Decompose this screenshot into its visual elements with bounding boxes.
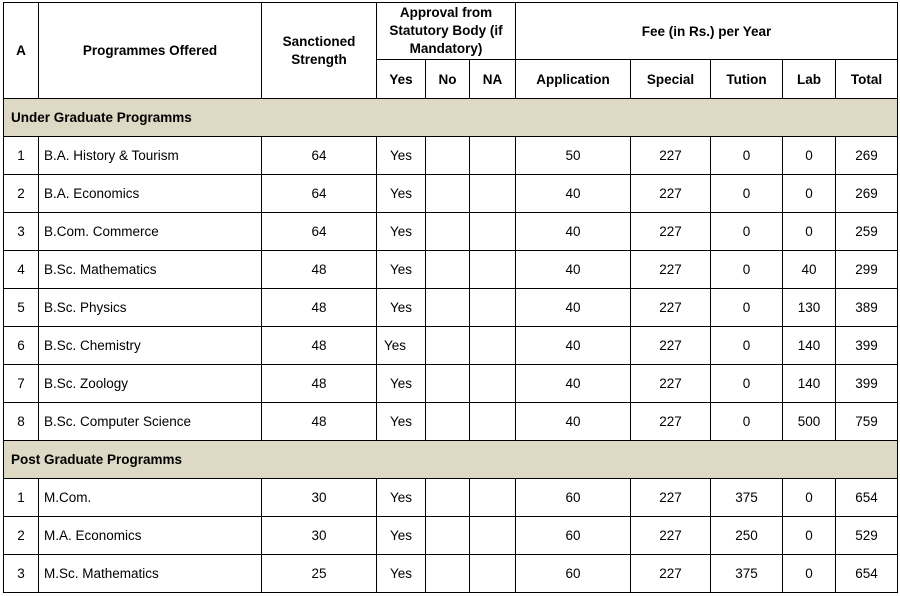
fee-tution: 250: [711, 517, 783, 555]
fee-lab: 140: [783, 365, 836, 403]
programme-name: B.Sc. Computer Science: [39, 403, 262, 441]
fee-total: 269: [836, 137, 898, 175]
section-title: Under Graduate Programms: [4, 99, 898, 137]
row-number: 1: [4, 137, 39, 175]
fee-lab: 0: [783, 137, 836, 175]
fee-special: 227: [631, 403, 711, 441]
fee-total: 654: [836, 555, 898, 593]
fee-application: 60: [516, 517, 631, 555]
row-number: 3: [4, 213, 39, 251]
approval-yes: Yes: [377, 327, 426, 365]
table-row: [4, 365, 898, 403]
fee-lab: 40: [783, 251, 836, 289]
fee-special: 227: [631, 289, 711, 327]
row-number: 6: [4, 327, 39, 365]
header-no: No: [426, 60, 470, 99]
fee-special: 227: [631, 365, 711, 403]
row-number: 4: [4, 251, 39, 289]
approval-yes: Yes: [377, 403, 426, 441]
table-row: [4, 479, 898, 517]
table-row: [4, 175, 898, 213]
approval-yes: Yes: [377, 365, 426, 403]
programmes-table: [3, 2, 898, 593]
fee-tution: 0: [711, 289, 783, 327]
approval-no: [426, 213, 470, 251]
approval-na: [470, 517, 516, 555]
sanctioned-strength: 48: [262, 289, 377, 327]
table-row: [4, 251, 898, 289]
section-title: Post Graduate Programms: [4, 441, 898, 479]
table-row: [4, 555, 898, 593]
fee-total: 299: [836, 251, 898, 289]
header-approval: Approval from Statutory Body (if Mandatory): [377, 3, 516, 60]
approval-no: [426, 251, 470, 289]
approval-no: [426, 137, 470, 175]
fee-tution: 375: [711, 555, 783, 593]
fee-special: 227: [631, 175, 711, 213]
programme-name: M.Com.: [39, 479, 262, 517]
programme-name: B.Sc. Mathematics: [39, 251, 262, 289]
sanctioned-strength: 48: [262, 403, 377, 441]
fee-lab: 140: [783, 327, 836, 365]
sanctioned-strength: 48: [262, 365, 377, 403]
sanctioned-strength: 64: [262, 137, 377, 175]
header-yes: Yes: [377, 60, 426, 99]
approval-yes: Yes: [377, 479, 426, 517]
row-number: 1: [4, 479, 39, 517]
header-row-top: [4, 3, 898, 60]
fee-tution: 0: [711, 137, 783, 175]
fee-lab: 0: [783, 555, 836, 593]
fee-application: 40: [516, 175, 631, 213]
header-fee: Fee (in Rs.) per Year: [516, 3, 898, 60]
table-row: [4, 213, 898, 251]
fee-lab: 0: [783, 517, 836, 555]
approval-na: [470, 365, 516, 403]
fee-application: 40: [516, 289, 631, 327]
fee-application: 60: [516, 555, 631, 593]
sanctioned-strength: 48: [262, 327, 377, 365]
programme-name: B.A. History & Tourism: [39, 137, 262, 175]
approval-na: [470, 555, 516, 593]
programme-name: B.A. Economics: [39, 175, 262, 213]
table-row: [4, 137, 898, 175]
header-a: A: [4, 3, 39, 99]
fee-application: 40: [516, 327, 631, 365]
approval-yes: Yes: [377, 251, 426, 289]
fee-special: 227: [631, 555, 711, 593]
sanctioned-strength: 64: [262, 213, 377, 251]
fee-special: 227: [631, 327, 711, 365]
approval-yes: Yes: [377, 517, 426, 555]
approval-na: [470, 403, 516, 441]
fee-total: 399: [836, 327, 898, 365]
fee-lab: 500: [783, 403, 836, 441]
fee-tution: 0: [711, 327, 783, 365]
header-application: Application: [516, 60, 631, 99]
approval-yes: Yes: [377, 175, 426, 213]
approval-yes: Yes: [377, 289, 426, 327]
programme-name: M.Sc. Mathematics: [39, 555, 262, 593]
approval-no: [426, 365, 470, 403]
programme-name: B.Sc. Zoology: [39, 365, 262, 403]
section-row: [4, 99, 898, 137]
programme-name: B.Sc. Physics: [39, 289, 262, 327]
table-row: [4, 517, 898, 555]
header-sanctioned-strength: Sanctioned Strength: [262, 3, 377, 99]
row-number: 2: [4, 517, 39, 555]
approval-no: [426, 327, 470, 365]
fee-total: 759: [836, 403, 898, 441]
table-row: [4, 327, 898, 365]
fee-lab: 0: [783, 479, 836, 517]
fee-lab: 0: [783, 213, 836, 251]
approval-na: [470, 479, 516, 517]
sanctioned-strength: 64: [262, 175, 377, 213]
approval-no: [426, 403, 470, 441]
section-row: [4, 441, 898, 479]
approval-na: [470, 137, 516, 175]
header-total: Total: [836, 60, 898, 99]
fee-application: 40: [516, 213, 631, 251]
approval-yes: Yes: [377, 137, 426, 175]
header-tution: Tution: [711, 60, 783, 99]
header-na: NA: [470, 60, 516, 99]
fee-tution: 0: [711, 251, 783, 289]
fee-special: 227: [631, 479, 711, 517]
fee-application: 40: [516, 403, 631, 441]
fee-tution: 0: [711, 213, 783, 251]
header-special: Special: [631, 60, 711, 99]
sanctioned-strength: 30: [262, 479, 377, 517]
fee-application: 40: [516, 251, 631, 289]
fee-total: 269: [836, 175, 898, 213]
approval-no: [426, 555, 470, 593]
fee-total: 654: [836, 479, 898, 517]
row-number: 5: [4, 289, 39, 327]
approval-na: [470, 251, 516, 289]
approval-na: [470, 327, 516, 365]
fee-tution: 0: [711, 403, 783, 441]
programme-name: B.Sc. Chemistry: [39, 327, 262, 365]
fee-special: 227: [631, 137, 711, 175]
fee-tution: 0: [711, 175, 783, 213]
row-number: 7: [4, 365, 39, 403]
header-programmes: Programmes Offered: [39, 3, 262, 99]
approval-no: [426, 517, 470, 555]
fee-application: 50: [516, 137, 631, 175]
fee-total: 399: [836, 365, 898, 403]
fee-special: 227: [631, 213, 711, 251]
fee-lab: 130: [783, 289, 836, 327]
table-body: [4, 99, 898, 593]
row-number: 2: [4, 175, 39, 213]
fee-total: 389: [836, 289, 898, 327]
approval-na: [470, 175, 516, 213]
sanctioned-strength: 30: [262, 517, 377, 555]
fee-special: 227: [631, 251, 711, 289]
fee-tution: 0: [711, 365, 783, 403]
approval-na: [470, 213, 516, 251]
fee-lab: 0: [783, 175, 836, 213]
approval-yes: Yes: [377, 213, 426, 251]
fee-special: 227: [631, 517, 711, 555]
header-lab: Lab: [783, 60, 836, 99]
fee-tution: 375: [711, 479, 783, 517]
approval-no: [426, 175, 470, 213]
fee-total: 259: [836, 213, 898, 251]
table-row: [4, 289, 898, 327]
sanctioned-strength: 48: [262, 251, 377, 289]
approval-na: [470, 289, 516, 327]
fee-application: 40: [516, 365, 631, 403]
row-number: 3: [4, 555, 39, 593]
fee-total: 529: [836, 517, 898, 555]
sanctioned-strength: 25: [262, 555, 377, 593]
approval-no: [426, 289, 470, 327]
approval-no: [426, 479, 470, 517]
programme-name: B.Com. Commerce: [39, 213, 262, 251]
row-number: 8: [4, 403, 39, 441]
approval-yes: Yes: [377, 555, 426, 593]
programme-name: M.A. Economics: [39, 517, 262, 555]
table-row: [4, 403, 898, 441]
fee-application: 60: [516, 479, 631, 517]
